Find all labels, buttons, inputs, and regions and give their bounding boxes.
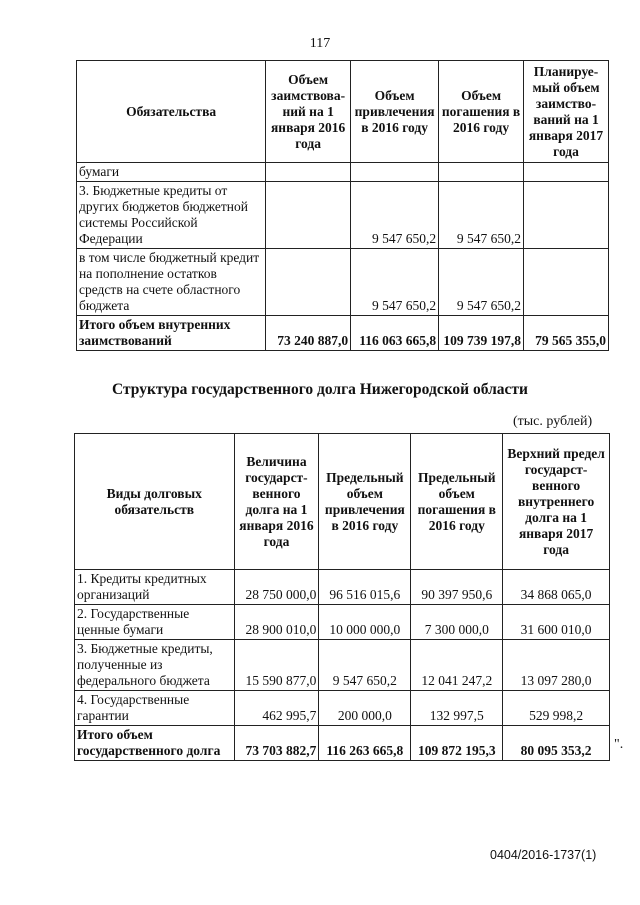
table-cell: 132 997,5 bbox=[411, 691, 503, 726]
table-row bbox=[77, 163, 609, 182]
table-cell: 4. Государственные гарантии bbox=[75, 691, 235, 726]
header-cell: Верхний предел государст-венного внутреннего долга на 1 января 2017 года bbox=[503, 434, 610, 570]
table-cell: 10 000 000,0 bbox=[319, 605, 411, 640]
table-cell bbox=[524, 163, 609, 182]
header-cell: Величина государст-венного долга на 1 января 2016 года bbox=[234, 434, 319, 570]
table-cell: 79 565 355,0 bbox=[524, 316, 609, 351]
table-cell: Итого объем внутренних заимствований bbox=[77, 316, 266, 351]
table-header-row bbox=[75, 434, 610, 570]
table-cell: 28 900 010,0 bbox=[234, 605, 319, 640]
header-cell: Объем привлечения в 2016 году bbox=[351, 61, 439, 163]
closing-quote: ". bbox=[614, 737, 624, 752]
header-cell: Планируе-мый объем заимство-ваний на 1 января 2017 года bbox=[524, 61, 609, 163]
table-cell: 2. Государственные ценные бумаги bbox=[75, 605, 235, 640]
table-cell: 90 397 950,6 bbox=[411, 570, 503, 605]
table-cell: 80 095 353,2 bbox=[503, 726, 610, 761]
table-cell: 1. Кредиты кредитных организаций bbox=[75, 570, 235, 605]
table-cell bbox=[524, 182, 609, 249]
table-total-row bbox=[77, 316, 609, 351]
table-cell: 116 263 665,8 bbox=[319, 726, 411, 761]
table-cell: Итого объем государственного долга bbox=[75, 726, 235, 761]
table-cell: 28 750 000,0 bbox=[234, 570, 319, 605]
table-cell bbox=[524, 249, 609, 316]
table-cell: 200 000,0 bbox=[319, 691, 411, 726]
table-cell: 9 547 650,2 bbox=[351, 249, 439, 316]
header-cell: Обязательства bbox=[77, 61, 266, 163]
table-row bbox=[75, 640, 610, 691]
table-row bbox=[75, 570, 610, 605]
table-cell: 12 041 247,2 bbox=[411, 640, 503, 691]
units-label: (тыс. рублей) bbox=[513, 414, 593, 429]
table-row bbox=[75, 605, 610, 640]
borrowings-table bbox=[76, 60, 609, 351]
table-cell: 116 063 665,8 bbox=[351, 316, 439, 351]
document-code: 0404/2016-1737(1) bbox=[490, 848, 597, 862]
table-cell bbox=[266, 163, 351, 182]
table-header-row bbox=[77, 61, 609, 163]
table-cell: 462 995,7 bbox=[234, 691, 319, 726]
table-cell: 109 872 195,3 bbox=[411, 726, 503, 761]
page-number: 117 bbox=[309, 36, 331, 51]
table-cell: 73 703 882,7 bbox=[234, 726, 319, 761]
table-cell: 7 300 000,0 bbox=[411, 605, 503, 640]
table-cell: 3. Бюджетные кредиты от других бюджетов бюджетной системы Российской Федерации bbox=[77, 182, 266, 249]
table-cell: 73 240 887,0 bbox=[266, 316, 351, 351]
table-cell: 15 590 877,0 bbox=[234, 640, 319, 691]
header-cell: Объем заимствова-ний на 1 января 2016 года bbox=[266, 61, 351, 163]
table-cell bbox=[266, 182, 351, 249]
table-cell: 31 600 010,0 bbox=[503, 605, 610, 640]
header-cell: Виды долговых обязательств bbox=[75, 434, 235, 570]
table-cell: 9 547 650,2 bbox=[351, 182, 439, 249]
debt-structure-table bbox=[74, 433, 610, 761]
table-cell bbox=[351, 163, 439, 182]
table-total-row bbox=[75, 726, 610, 761]
table-cell: 109 739 197,8 bbox=[439, 316, 524, 351]
table-cell: 34 868 065,0 bbox=[503, 570, 610, 605]
header-cell: Предельный объем погашения в 2016 году bbox=[411, 434, 503, 570]
header-cell: Предельный объем привлечения в 2016 году bbox=[319, 434, 411, 570]
table-cell: 9 547 650,2 bbox=[439, 249, 524, 316]
table-cell: в том числе бюджетный кредит на пополнение остатков средств на счете областного бюджета bbox=[77, 249, 266, 316]
table-cell: 9 547 650,2 bbox=[319, 640, 411, 691]
table-cell: 529 998,2 bbox=[503, 691, 610, 726]
table-cell: 13 097 280,0 bbox=[503, 640, 610, 691]
table-cell: бумаги bbox=[77, 163, 266, 182]
table-cell bbox=[439, 163, 524, 182]
table-cell: 96 516 015,6 bbox=[319, 570, 411, 605]
section-title: Структура государственного долга Нижегородской области bbox=[112, 381, 528, 398]
header-cell: Объем погашения в 2016 году bbox=[439, 61, 524, 163]
table-row bbox=[75, 691, 610, 726]
table-cell: 3. Бюджетные кредиты, полученные из федерального бюджета bbox=[75, 640, 235, 691]
table-row bbox=[77, 249, 609, 316]
table-cell: 9 547 650,2 bbox=[439, 182, 524, 249]
table-row bbox=[77, 182, 609, 249]
table-cell bbox=[266, 249, 351, 316]
